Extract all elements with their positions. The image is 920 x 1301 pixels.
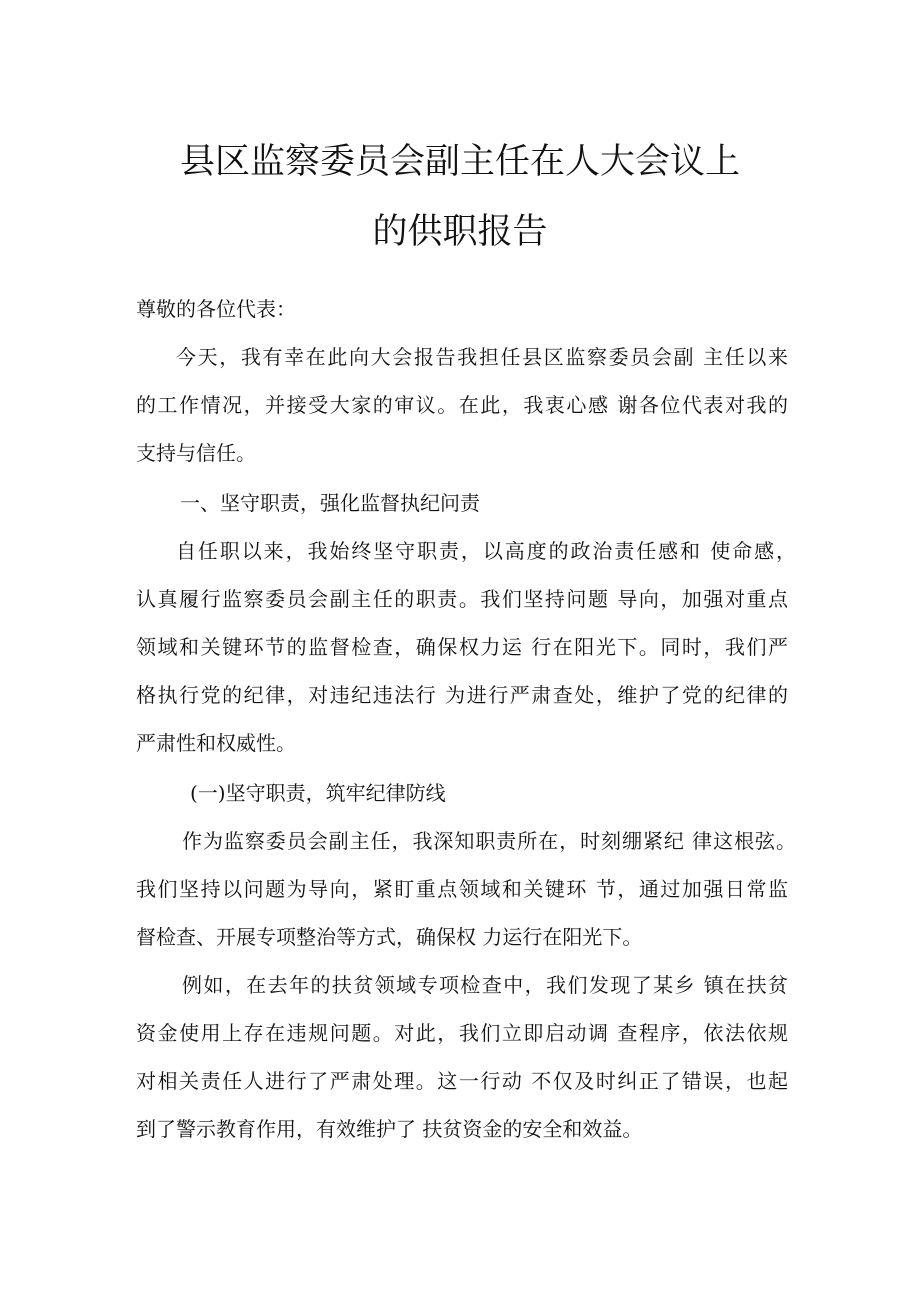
paragraph-2-line-5: 严肃性和权威性。 bbox=[136, 731, 296, 755]
paragraph-1-line-1: 今天，我有幸在此向大会报告我担任县区监察委员会副 主任以来 bbox=[176, 345, 788, 369]
paragraph-4-line-3: 对相关责任人进行了严肃处理。这一行动 不仅及时纠正了错误，也起 bbox=[136, 1069, 788, 1093]
paragraph-1-line-2: 的工作情况，并接受大家的审议。在此，我衷心感 谢各位代表对我的 bbox=[136, 393, 788, 417]
paragraph-2-line-3: 领域和关键环节的监督检查，确保权力运 行在阳光下。同时，我们严 bbox=[136, 635, 788, 659]
paragraph-2-line-1: 自任职以来，我始终坚守职责，以高度的政治责任感和 使命感， bbox=[176, 539, 796, 563]
paragraph-3-line-3: 督检查、开展专项整治等方式，确保权 力运行在阳光下。 bbox=[136, 925, 643, 949]
paragraph-1-line-3: 支持与信任。 bbox=[136, 441, 256, 465]
paragraph-2-line-2: 认真履行监察委员会副主任的职责。我们坚持问题 导向，加强对重点 bbox=[136, 587, 788, 611]
document-title-line-2: 的供职报告 bbox=[372, 212, 548, 252]
section-heading-1: 一、坚守职责，强化监督执纪问责 bbox=[180, 491, 480, 515]
paragraph-4-line-4: 到了警示教育作用，有效维护了 扶贫资金的安全和效益。 bbox=[136, 1117, 643, 1141]
salutation: 尊敬的各位代表： bbox=[136, 297, 296, 321]
paragraph-2-line-4: 格执行党的纪律，对违纪违法行 为进行严肃查处，维护了党的纪律的 bbox=[136, 683, 788, 707]
section-subheading-1: (一)坚守职责，筑牢纪律防线 bbox=[190, 781, 446, 805]
paragraph-4-line-2: 资金使用上存在违规问题。对此，我们立即启动调 查程序，依法依规 bbox=[136, 1021, 788, 1045]
document-title-line-1: 县区监察委员会副主任在人大会议上 bbox=[179, 142, 740, 182]
paragraph-3-line-1: 作为监察委员会副主任，我深知职责所在，时刻绷紧纪 律这根弦。 bbox=[182, 829, 796, 853]
paragraph-4-line-1: 例如，在去年的扶贫领域专项检查中，我们发现了某乡 镇在扶贫 bbox=[182, 973, 788, 997]
paragraph-3-line-2: 我们坚持以问题为导向，紧盯重点领域和关键环 节，通过加强日常监 bbox=[136, 877, 788, 901]
